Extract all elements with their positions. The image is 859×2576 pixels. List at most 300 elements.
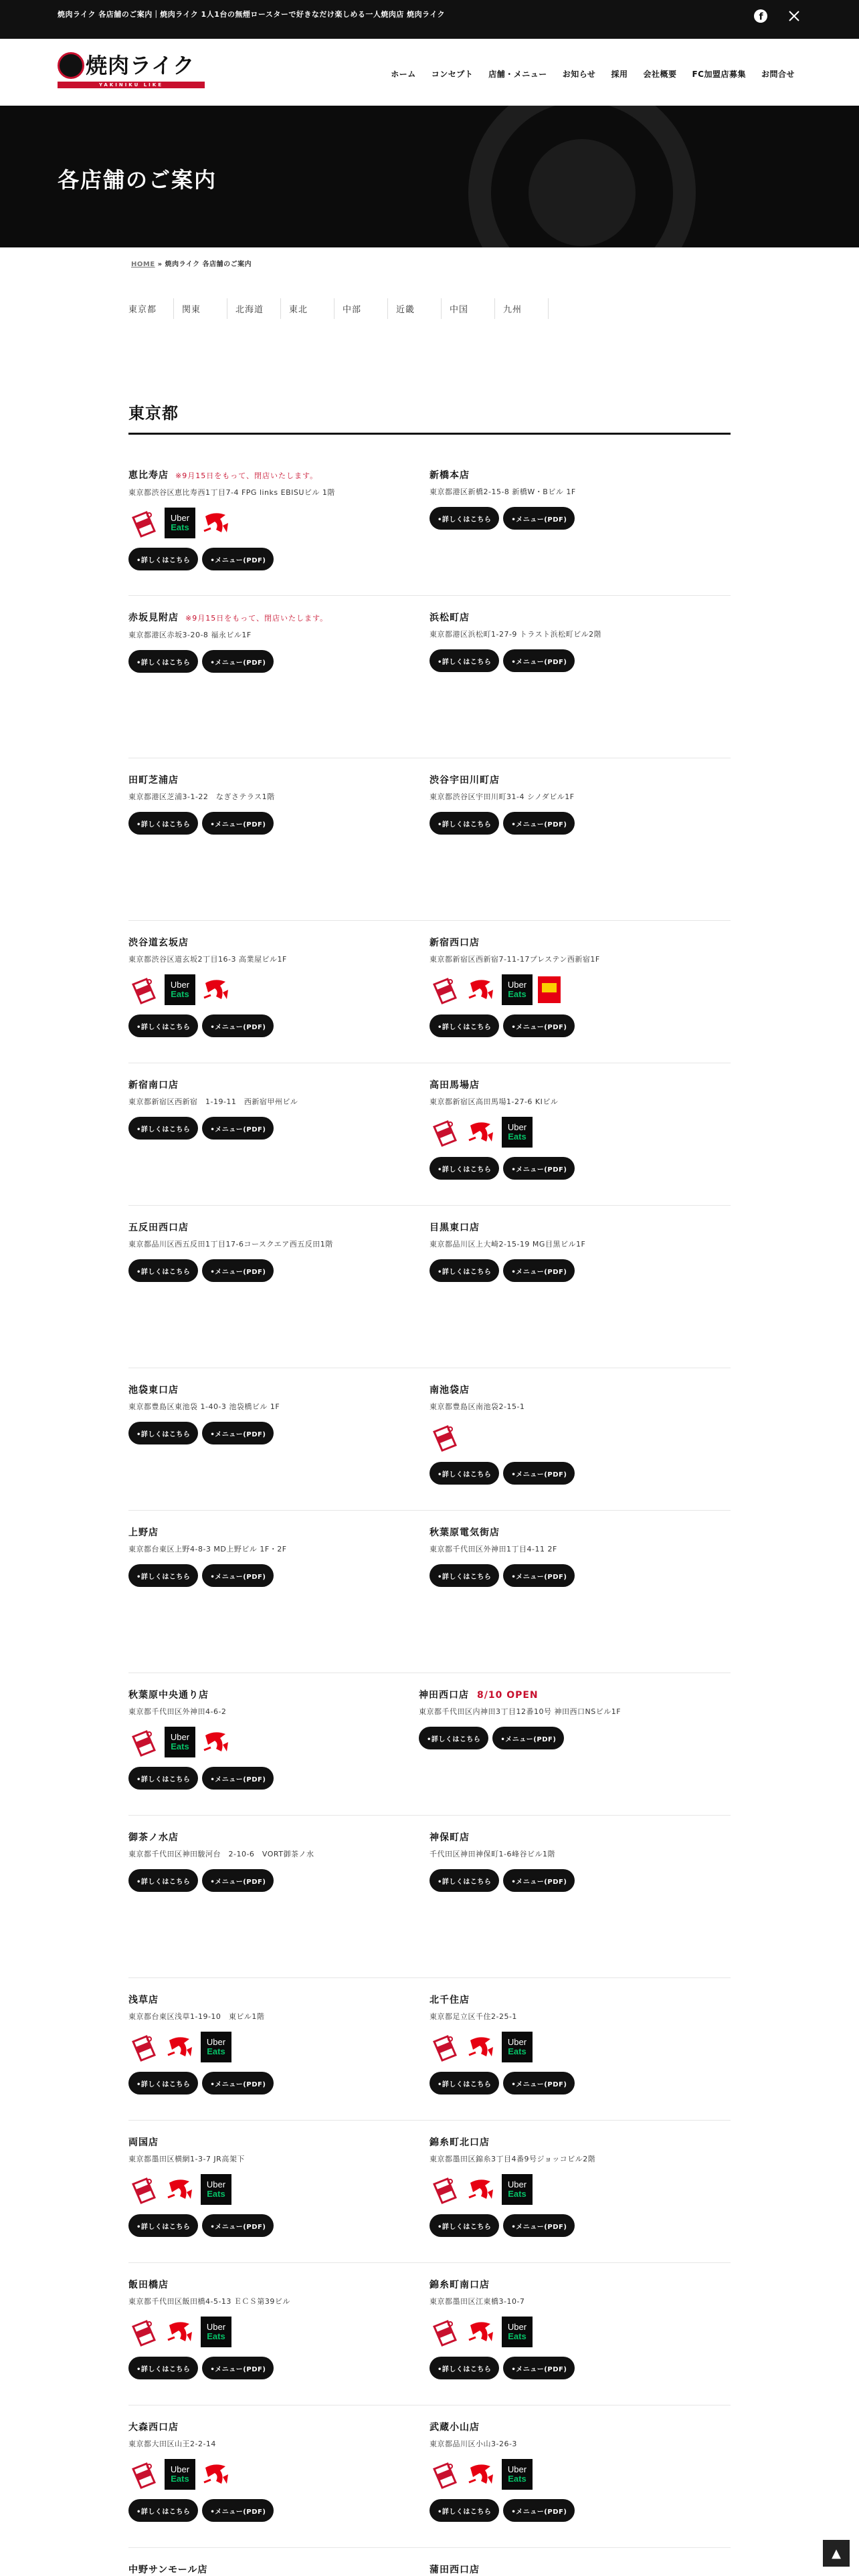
store-address: 東京都新宿区高田馬場1-27-6 KIビル [430, 1097, 559, 1106]
store-card [128, 773, 430, 905]
uber-eats-icon [165, 508, 195, 538]
store-name-text: 御茶ノ水店 [128, 1832, 179, 1843]
store-card [128, 1688, 430, 1800]
details-button[interactable]: •詳しくはこちら [430, 1462, 499, 1485]
uber-eats-icon [502, 974, 533, 1005]
store-row [128, 2563, 731, 2576]
store-address: 東京都足立区千住2-25-1 [430, 2012, 517, 2021]
breadcrumb [131, 258, 252, 268]
store-buttons [430, 1869, 710, 1892]
details-button[interactable]: •詳しくはこちら [430, 2072, 499, 2095]
menu-pdf-button[interactable]: •メニュー(PDF) [503, 1259, 575, 1282]
store-card [430, 1220, 731, 1353]
store-name-text: 飯田橋店 [128, 2280, 169, 2290]
row-divider [128, 1510, 731, 1511]
store-name-text: 両国店 [128, 2137, 159, 2148]
svg-text:f: f [759, 11, 763, 23]
store-card [128, 936, 430, 1048]
service-badges [128, 1727, 409, 1757]
store-card [128, 468, 430, 580]
store-buttons [430, 649, 710, 672]
store-address: 東京都千代田区飯田橋4-5-13 ＥＣＳ第39ビル [128, 2297, 290, 2306]
area-tab[interactable]: 関東 [174, 298, 227, 319]
uber-label: Uber [507, 2322, 527, 2332]
store-name [128, 1383, 409, 1398]
row-divider [128, 2547, 731, 2548]
details-button[interactable]: •詳しくはこちら [430, 649, 499, 672]
store-name [128, 773, 409, 788]
uber-eats-icon [201, 2032, 231, 2062]
menu-pdf-button[interactable]: •メニュー(PDF) [202, 812, 274, 835]
area-tab[interactable]: 近畿 [388, 298, 442, 319]
store-address: 千代田区神田神保町1-6峰谷ビル1階 [430, 1850, 555, 1858]
store-address: 東京都港区浜松町1-27-9 トラスト浜松町ビル2階 [430, 630, 602, 639]
store-name-text: 錦糸町北口店 [430, 2137, 490, 2148]
uber-label: Uber [170, 513, 190, 523]
nav-item[interactable]: ホーム [391, 70, 416, 79]
service-badges [128, 2459, 409, 2490]
area-tab[interactable]: 東北 [281, 298, 335, 319]
menu-pdf-button[interactable]: •メニュー(PDF) [202, 1259, 274, 1282]
uber-eats-icon [502, 1117, 533, 1148]
menu-book-icon [538, 976, 561, 1003]
details-button[interactable]: •詳しくはこちら [128, 2499, 198, 2522]
eats-label: Eats [508, 1132, 527, 1142]
store-name-text: 秋葉原中央通り店 [128, 1690, 209, 1701]
store-buttons [430, 812, 710, 835]
store-row [128, 1993, 731, 2105]
store-name-text: 神田西口店 [419, 1690, 469, 1701]
store-address: 東京都墨田区錦糸3丁目4番9号ジョッコビル2階 [430, 2155, 596, 2163]
delivery-icon [201, 1727, 231, 1757]
menu-pdf-button[interactable]: •メニュー(PDF) [503, 2499, 575, 2522]
store-name [128, 1525, 409, 1540]
store-name-text: 渋谷宇田川町店 [430, 775, 500, 786]
eats-label: Eats [171, 1741, 189, 1751]
top-bar [0, 0, 859, 39]
eats-label: Eats [508, 2046, 527, 2056]
uber-label: Uber [507, 2179, 527, 2189]
details-button[interactable]: •詳しくはこちら [419, 1727, 488, 1749]
menu-pdf-button[interactable]: •メニュー(PDF) [503, 1564, 575, 1587]
store-name-text: 池袋東口店 [128, 1385, 179, 1396]
store-name-text: 中野サンモール店 [128, 2565, 208, 2575]
store-name [430, 1525, 710, 1540]
store-buttons [128, 2357, 409, 2379]
store-address: 東京都品川区西五反田1丁目17-6コースクエア西五反田1階 [128, 1240, 333, 1249]
details-button[interactable]: •詳しくはこちら [128, 548, 198, 570]
store-name [430, 773, 710, 788]
menu-pdf-button[interactable]: •メニュー(PDF) [503, 1462, 575, 1485]
takeout-icon [128, 974, 159, 1005]
takeout-icon [430, 1117, 460, 1148]
hero-emblem-inner [529, 139, 636, 246]
menu-pdf-button[interactable]: •メニュー(PDF) [202, 1117, 274, 1140]
service-badges [128, 2032, 409, 2062]
store-name-text: 浜松町店 [430, 613, 470, 623]
store-address: 東京都港区新橋2-15-8 新橋W・Bビル 1F [430, 488, 576, 496]
details-button[interactable]: •詳しくはこちら [128, 1117, 198, 1140]
store-row [128, 611, 731, 743]
row-divider [128, 2120, 731, 2121]
store-name [128, 1993, 409, 2008]
service-badges [128, 974, 409, 1005]
details-button[interactable]: •詳しくはこちら [128, 1564, 198, 1587]
store-buttons [430, 507, 710, 530]
eats-label: Eats [171, 989, 189, 999]
store-name-text: 新橋本店 [430, 470, 470, 481]
breadcrumb-current: 焼肉ライク 各店舗のご案内 [165, 261, 252, 268]
details-button[interactable]: •詳しくはこちら [128, 1259, 198, 1282]
uber-eats-icon [165, 2459, 195, 2490]
store-row [128, 1688, 731, 1800]
menu-pdf-button[interactable]: •メニュー(PDF) [202, 1564, 274, 1587]
store-name [128, 936, 409, 950]
delivery-icon [165, 2032, 195, 2062]
details-button[interactable]: •詳しくはこちら [430, 2357, 499, 2379]
nav-item[interactable]: FC加盟店募集 [692, 70, 746, 79]
service-badges [430, 2174, 710, 2205]
takeout-icon [128, 2459, 159, 2490]
site-header [0, 39, 859, 106]
menu-pdf-button[interactable]: •メニュー(PDF) [503, 2357, 575, 2379]
uber-label: Uber [206, 2322, 226, 2332]
store-card [128, 611, 430, 743]
store-address: 東京都渋谷区恵比寿西1丁目7-4 FPG links EBISUビル 1階 [128, 488, 335, 497]
nav-item[interactable]: コンセプト [431, 70, 474, 79]
store-name-text: 大森西口店 [128, 2422, 179, 2433]
store-name-text: 恵比寿店 [128, 470, 169, 481]
store-card [430, 936, 731, 1048]
takeout-icon [430, 2459, 460, 2490]
details-button[interactable]: •詳しくはこちら [128, 1767, 198, 1790]
store-name [430, 1830, 710, 1845]
closing-notice: ※9月15日をもって、閉店いたします。 [175, 471, 318, 480]
area-tabs [128, 298, 549, 319]
menu-pdf-button[interactable]: •メニュー(PDF) [202, 2072, 274, 2095]
store-buttons [128, 1014, 409, 1037]
store-buttons [430, 1259, 710, 1282]
store-address: 東京都大田区山王2-2-14 [128, 2440, 216, 2448]
details-button[interactable]: •詳しくはこちら [128, 812, 198, 835]
store-row [128, 1830, 731, 1963]
store-name-text: 武蔵小山店 [430, 2422, 480, 2433]
store-name [430, 2563, 710, 2576]
takeout-icon [128, 2032, 159, 2062]
takeout-icon [430, 2317, 460, 2347]
store-card [430, 1830, 731, 1963]
store-buttons [128, 1564, 409, 1587]
eats-label: Eats [508, 2189, 527, 2199]
menu-pdf-button[interactable]: •メニュー(PDF) [503, 1157, 575, 1180]
page-title: 各店舗のご案内 [58, 167, 217, 193]
menu-pdf-button[interactable]: •メニュー(PDF) [202, 2214, 274, 2237]
opening-notice: 8/10 OPEN [477, 1690, 539, 1701]
details-button[interactable]: •詳しくはこちら [430, 2499, 499, 2522]
store-address: 東京都渋谷区道玄坂2丁目16-3 高業屋ビル1F [128, 955, 287, 964]
store-name [128, 611, 409, 626]
logo-mark [58, 52, 84, 79]
store-name [430, 611, 710, 625]
store-card [430, 2563, 731, 2576]
details-button[interactable]: •詳しくはこちら [128, 1422, 198, 1444]
store-name-text: 浅草店 [128, 1995, 159, 2006]
uber-label: Uber [206, 2037, 226, 2047]
uber-eats-icon [502, 2317, 533, 2347]
store-name-text: 目黒東口店 [430, 1222, 480, 1233]
store-address: 東京都新宿区西新宿7-11-17プレステン西新宿1F [430, 955, 600, 964]
details-button[interactable]: •詳しくはこちら [128, 1014, 198, 1037]
store-buttons [430, 2214, 710, 2237]
uber-eats-icon [502, 2459, 533, 2490]
store-card [128, 2420, 430, 2533]
store-card [128, 1993, 430, 2105]
store-name [430, 468, 710, 483]
menu-pdf-button[interactable]: •メニュー(PDF) [202, 2499, 274, 2522]
eats-label: Eats [508, 989, 527, 999]
area-tab[interactable]: 中国 [442, 298, 495, 319]
store-card [430, 468, 731, 580]
store-name [419, 1688, 700, 1703]
store-name [128, 468, 409, 484]
delivery-icon [466, 2174, 496, 2205]
uber-label: Uber [170, 2464, 190, 2474]
store-card [430, 1993, 731, 2105]
store-name-text: 錦糸町南口店 [430, 2280, 490, 2290]
back-to-top-button[interactable] [823, 2540, 850, 2567]
delivery-icon [201, 2459, 231, 2490]
row-divider [128, 920, 731, 921]
store-name [430, 1220, 710, 1235]
logo-text: 焼肉ライク [86, 53, 195, 78]
store-buttons [128, 1869, 409, 1892]
nav-item[interactable]: 採用 [611, 70, 628, 79]
store-row [128, 1383, 731, 1495]
nav-item[interactable]: 店舗・メニュー [488, 70, 547, 79]
eats-label: Eats [207, 2046, 225, 2056]
area-tab[interactable]: 北海道 [227, 298, 281, 319]
store-card [128, 1078, 430, 1190]
takeout-icon [128, 2317, 159, 2347]
menu-pdf-button[interactable]: •メニュー(PDF) [503, 1869, 575, 1892]
store-buttons [128, 548, 409, 570]
details-button[interactable]: •詳しくはこちら [430, 812, 499, 835]
uber-label: Uber [507, 1122, 527, 1132]
store-card [128, 1220, 430, 1353]
site-logo[interactable] [58, 52, 209, 90]
nav-item[interactable]: お知らせ [562, 70, 596, 79]
menu-pdf-button[interactable]: •メニュー(PDF) [202, 1869, 274, 1892]
store-row [128, 773, 731, 905]
store-address: 東京都千代田区内神田3丁目12番10号 神田西口NSビル1F [419, 1707, 622, 1716]
store-name-text: 五反田西口店 [128, 1222, 189, 1233]
store-name [128, 2135, 409, 2150]
delivery-icon [165, 2317, 195, 2347]
details-button[interactable]: •詳しくはこちら [430, 1869, 499, 1892]
details-button[interactable]: •詳しくはこちら [128, 1869, 198, 1892]
store-address: 東京都千代田区神田駿河台 2-10-6 VORT御茶ノ水 [128, 1850, 314, 1858]
store-name-text: 上野店 [128, 1527, 159, 1538]
store-name-text: 南池袋店 [430, 1385, 470, 1396]
store-card [128, 2563, 430, 2576]
details-button[interactable]: •詳しくはこちら [128, 2214, 198, 2237]
service-badges [128, 2317, 409, 2347]
delivery-icon [165, 2174, 195, 2205]
area-tab[interactable]: 中部 [335, 298, 388, 319]
store-name-text: 新宿南口店 [128, 1080, 179, 1091]
store-name-text: 赤坂見附店 [128, 613, 179, 623]
uber-eats-icon [502, 2032, 533, 2062]
store-card [430, 2420, 731, 2533]
takeout-icon [128, 1727, 159, 1757]
uber-eats-icon [165, 974, 195, 1005]
delivery-icon [466, 2459, 496, 2490]
menu-pdf-button[interactable]: •メニュー(PDF) [503, 507, 575, 530]
store-name [128, 1078, 409, 1093]
store-row [128, 2278, 731, 2390]
service-badges [430, 2032, 710, 2062]
details-button[interactable]: •詳しくはこちら [430, 1564, 499, 1587]
details-button[interactable]: •詳しくはこちら [128, 650, 198, 673]
store-card [430, 2135, 731, 2248]
x-twitter-icon[interactable] [786, 8, 802, 24]
store-row [128, 468, 731, 580]
store-address: 東京都港区芝浦3-1-22 なぎさテラス1階 [128, 792, 275, 801]
details-button[interactable]: •詳しくはこちら [128, 2072, 198, 2095]
store-card [430, 1383, 731, 1495]
store-name [430, 1078, 710, 1093]
store-address: 東京都墨田区江東橋3-10-7 [430, 2297, 525, 2306]
menu-pdf-button[interactable]: •メニュー(PDF) [503, 1014, 575, 1037]
store-buttons [128, 2214, 409, 2237]
store-buttons [128, 650, 409, 673]
store-buttons [430, 2499, 710, 2522]
store-buttons [128, 2499, 409, 2522]
store-name [128, 1220, 409, 1235]
details-button[interactable]: •詳しくはこちら [128, 2357, 198, 2379]
store-buttons [430, 1014, 710, 1037]
delivery-icon [466, 974, 496, 1005]
details-button[interactable]: •詳しくはこちら [430, 1157, 499, 1180]
uber-eats-icon [502, 2174, 533, 2205]
eats-label: Eats [207, 2331, 225, 2341]
store-card [128, 1525, 430, 1658]
store-address: 東京都台東区上野4-8-3 MD上野ビル 1F・2F [128, 1545, 287, 1553]
store-buttons [128, 1259, 409, 1282]
details-button[interactable]: •詳しくはこちら [430, 2214, 499, 2237]
uber-label: Uber [507, 2037, 527, 2047]
delivery-icon [466, 2317, 496, 2347]
store-address: 東京都品川区上大崎2-15-19 MG目黒ビル1F [430, 1240, 586, 1249]
store-buttons [128, 812, 409, 835]
store-address: 東京都渋谷区宇田川町31-4 シノダビル1F [430, 792, 575, 801]
service-badges [128, 508, 409, 538]
store-card [128, 1830, 430, 1963]
facebook-icon[interactable] [753, 8, 769, 24]
store-name [430, 2278, 710, 2292]
store-name [430, 2420, 710, 2435]
row-divider [128, 1815, 731, 1816]
store-card [419, 1688, 720, 1800]
store-name-text: 秋葉原電気街店 [430, 1527, 500, 1538]
store-address: 東京都台東区浅草1-19-10 東ビル1階 [128, 2012, 265, 2021]
area-tab[interactable]: 東京都 [128, 298, 174, 319]
service-badges [430, 1422, 710, 1453]
store-grid [128, 468, 731, 2576]
details-button[interactable]: •詳しくはこちら [430, 1259, 499, 1282]
menu-pdf-button[interactable]: •メニュー(PDF) [503, 812, 575, 835]
details-button[interactable]: •詳しくはこちら [430, 1014, 499, 1037]
menu-pdf-button[interactable]: •メニュー(PDF) [503, 2214, 575, 2237]
store-card [128, 1383, 430, 1495]
store-name-text: 蒲田西口店 [430, 2565, 480, 2575]
uber-label: Uber [170, 980, 190, 990]
store-buttons [430, 1157, 710, 1180]
store-buttons [128, 1767, 409, 1790]
store-name [430, 1383, 710, 1398]
store-buttons [128, 1117, 409, 1140]
takeout-icon [430, 2032, 460, 2062]
uber-label: Uber [170, 1732, 190, 1742]
takeout-icon [128, 508, 159, 538]
store-buttons [430, 2072, 710, 2095]
store-name [430, 1993, 710, 2008]
store-address: 東京都千代田区外神田1丁目4-11 2F [430, 1545, 557, 1553]
takeout-icon [430, 974, 460, 1005]
service-badges [430, 2317, 710, 2347]
area-tab[interactable]: 九州 [495, 298, 549, 319]
menu-pdf-button[interactable]: •メニュー(PDF) [202, 1422, 274, 1444]
store-buttons [128, 1422, 409, 1444]
service-badges [128, 2174, 409, 2205]
store-name [128, 1688, 409, 1703]
row-divider [128, 1977, 731, 1978]
service-badges [430, 974, 710, 1005]
store-buttons [419, 1727, 700, 1749]
menu-pdf-button[interactable]: •メニュー(PDF) [202, 1014, 274, 1037]
eats-label: Eats [171, 522, 189, 532]
nav-item[interactable]: お問合せ [761, 70, 795, 79]
breadcrumb-home[interactable]: HOME [131, 261, 155, 268]
row-divider [128, 2262, 731, 2263]
menu-pdf-button[interactable]: •メニュー(PDF) [492, 1727, 564, 1749]
menu-pdf-button[interactable]: •メニュー(PDF) [202, 548, 274, 570]
nav-item[interactable]: 会社概要 [643, 70, 677, 79]
store-row [128, 2135, 731, 2248]
store-buttons [128, 2072, 409, 2095]
delivery-icon [466, 2032, 496, 2062]
store-address: 東京都墨田区横網1-3-7 JR高架下 [128, 2155, 245, 2163]
delivery-icon [466, 1117, 496, 1148]
menu-pdf-button[interactable]: •メニュー(PDF) [202, 650, 274, 673]
store-buttons [430, 1564, 710, 1587]
store-row [128, 1525, 731, 1658]
store-row [128, 936, 731, 1048]
eats-label: Eats [508, 2474, 527, 2484]
hero-banner [0, 106, 859, 247]
store-card [128, 2278, 430, 2390]
menu-pdf-button[interactable]: •メニュー(PDF) [503, 2072, 575, 2095]
details-button[interactable]: •詳しくはこちら [430, 507, 499, 530]
breadcrumb-separator: » [157, 261, 163, 268]
menu-pdf-button[interactable]: •メニュー(PDF) [202, 1767, 274, 1790]
store-name-text: 高田馬場店 [430, 1080, 480, 1091]
chevron-up-icon: ▲ [832, 2546, 841, 2561]
menu-pdf-button[interactable]: •メニュー(PDF) [503, 649, 575, 672]
eats-label: Eats [508, 2331, 527, 2341]
takeout-icon [128, 2174, 159, 2205]
menu-pdf-button[interactable]: •メニュー(PDF) [202, 2357, 274, 2379]
